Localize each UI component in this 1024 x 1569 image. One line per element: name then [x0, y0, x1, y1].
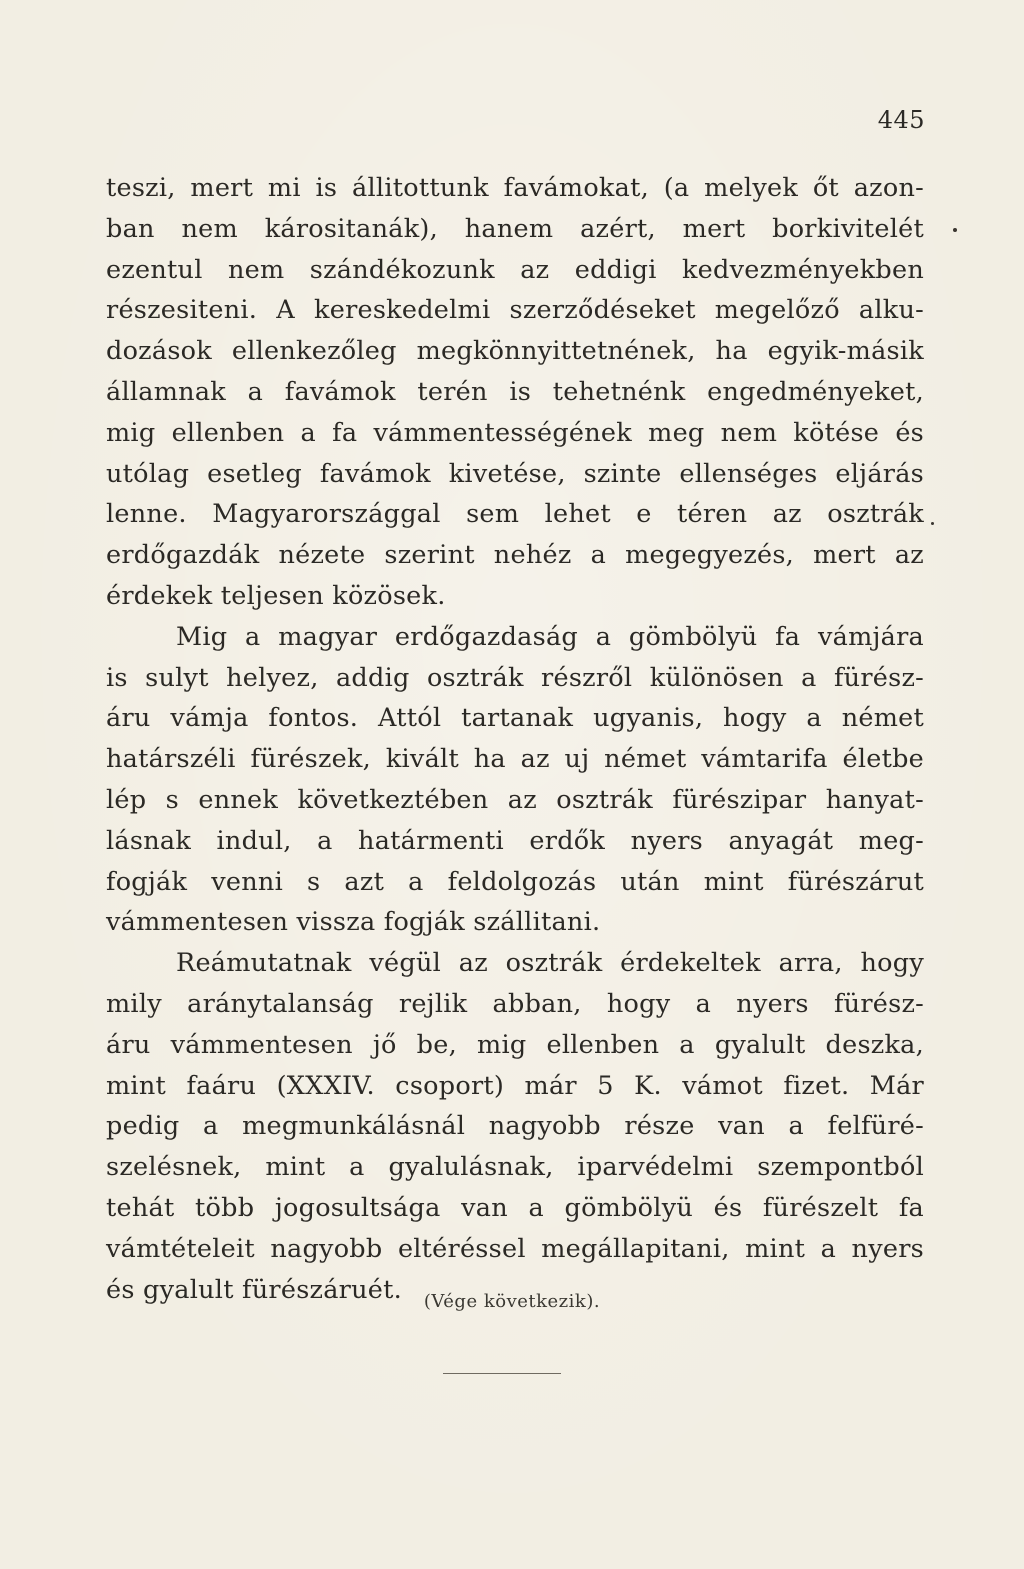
text-line: részesiteni. A kereskedelmi szerződéseket megelőző alku-: [106, 295, 924, 326]
body-text: [106, 168, 924, 1310]
text-line: Mig a magyar erdőgazdaság a gömbölyü fa vámjára: [176, 621, 924, 652]
text-line: fogják venni s azt a feldolgozás után mint fürészárut: [106, 866, 924, 897]
text-line: ban nem kárositanák), hanem azért, mert borkivitelét: [106, 213, 924, 244]
text-line: érdekek teljesen közösek.: [106, 580, 446, 611]
text-line: és gyalult fürészáruét.: [106, 1274, 402, 1305]
text-line: ezentul nem szándékozunk az eddigi kedvezményekben: [106, 254, 924, 285]
text-line: tehát több jogosultsága van a gömbölyü és fürészelt fa: [106, 1192, 924, 1223]
text-line: mig ellenben a fa vámmentességének meg nem kötése és: [106, 417, 924, 448]
text-line: erdőgazdák nézete szerint nehéz a megegyezés, mert az: [106, 540, 924, 571]
text-line: mint faáru (XXXIV. csoport) már 5 K. vámot fizet. Már: [106, 1070, 924, 1101]
text-line: dozások ellenkezőleg megkönnyittetnének, ha egyik-másik: [106, 336, 924, 367]
text-line: teszi, mert mi is állitottunk favámokat, (a melyek őt azon-: [106, 173, 924, 203]
continuation-note: (Vége következik).: [423, 1291, 601, 1312]
page-number: 445: [877, 106, 925, 134]
text-line: áru vámmentesen jő be, mig ellenben a gyalult deszka,: [106, 1029, 924, 1060]
text-line: is sulyt helyez, addig osztrák részről különösen a fürész-: [106, 662, 924, 693]
text-line: lásnak indul, a határmenti erdők nyers anyagát meg-: [106, 825, 924, 856]
text-line: utólag esetleg favámok kivetése, szinte ellenséges eljárás: [106, 458, 924, 489]
text-line: lenne. Magyarországgal sem lehet e téren az osztrák: [106, 499, 924, 530]
text-line: pedig a megmunkálásnál nagyobb része van a felfüré-: [106, 1111, 924, 1142]
text-line: államnak a favámok terén is tehetnénk engedményeket,: [106, 376, 924, 407]
text-line: vámtételeit nagyobb eltéréssel megállapitani, mint a nyers: [106, 1233, 924, 1264]
text-line: határszéli fürészek, kivált ha az uj német vámtarifa életbe: [106, 744, 924, 775]
text-line: szelésnek, mint a gyalulásnak, iparvédelmi szempontból: [106, 1152, 924, 1183]
ink-speck: [931, 522, 934, 525]
text-line: mily aránytalanság rejlik abban, hogy a nyers fürész-: [106, 988, 924, 1019]
ink-speck: [953, 228, 957, 232]
text-line: áru vámja fontos. Attól tartanak ugyanis, hogy a német: [106, 703, 924, 734]
text-line: vámmentesen vissza fogják szállitani.: [106, 907, 601, 938]
closing-rule: [443, 1373, 561, 1374]
text-line: Reámutatnak végül az osztrák érdekeltek arra, hogy: [176, 948, 924, 979]
text-line: lép s ennek következtében az osztrák fürészipar hanyat-: [106, 784, 924, 815]
